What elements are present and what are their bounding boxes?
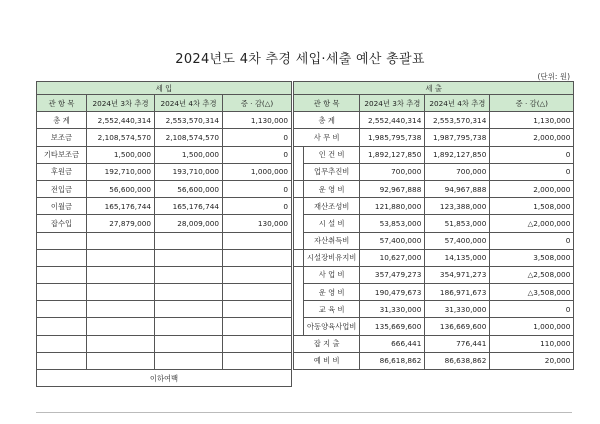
indent-cell (294, 198, 304, 250)
income-item-name: 기타보조금 (37, 146, 87, 163)
expenditure-amount-cell: 1,892,127,850 (425, 146, 490, 163)
expenditure-amount-cell: 1,987,795,738 (425, 129, 490, 146)
expenditure-item-name: 인 건 비 (304, 146, 360, 163)
indent-cell (294, 146, 304, 180)
expenditure-table-row (294, 163, 574, 180)
expenditure-amount-cell: 94,967,888 (425, 180, 490, 197)
expenditure-item-name: 운 영 비 (304, 284, 360, 301)
expenditure-table (293, 81, 574, 370)
income-section-title: 세 입 (37, 82, 292, 95)
expenditure-item-name: 재산조성비 (304, 198, 360, 215)
expenditure-amount-cell: 31,330,000 (425, 301, 490, 318)
expenditure-amount-cell: 1,508,000 (490, 198, 574, 215)
income-header-cell: 증 · 감(△) (223, 95, 292, 112)
income-item-name: 총 계 (37, 112, 87, 129)
income-header-cell: 관 항 목 (37, 95, 87, 112)
expenditure-item-name: 업무추진비 (304, 163, 360, 180)
income-amount-cell (155, 232, 223, 249)
income-amount-cell: 0 (223, 198, 292, 215)
income-table (36, 81, 292, 387)
expenditure-amount-cell: 110,000 (490, 335, 574, 352)
expenditure-amount-cell: 1,130,000 (490, 112, 574, 129)
income-item-name: 전입금 (37, 180, 87, 197)
expenditure-item-name: 교 육 비 (304, 301, 360, 318)
income-section-row (37, 82, 292, 95)
expenditure-table-row (294, 318, 574, 335)
page-title: 2024년도 4차 추경 세입·세출 예산 총괄표 (175, 52, 425, 67)
income-amount-cell: 165,176,744 (155, 198, 223, 215)
income-table-row (37, 198, 292, 215)
income-amount-cell: 0 (223, 146, 292, 163)
expenditure-header-cell: 관 항 목 (294, 95, 360, 112)
income-table-row (37, 352, 292, 369)
expenditure-amount-cell: 357,479,273 (360, 266, 425, 283)
expenditure-amount-cell: 1,000,000 (490, 318, 574, 335)
unit-label: (단위: 원) (537, 72, 570, 81)
expenditure-item-name: 사 무 비 (294, 129, 360, 146)
income-amount-cell: 1,500,000 (87, 146, 155, 163)
income-amount-cell (223, 318, 292, 335)
income-amount-cell (223, 352, 292, 369)
income-table-row (37, 266, 292, 283)
income-amount-cell (87, 301, 155, 318)
expenditure-item-name: 아동양육사업비 (304, 318, 360, 335)
income-amount-cell (223, 232, 292, 249)
income-table-row (37, 301, 292, 318)
income-header-cell: 2024년 3차 추경 (87, 95, 155, 112)
income-amount-cell (155, 284, 223, 301)
expenditure-amount-cell: 0 (490, 146, 574, 163)
expenditure-amount-cell: 666,441 (360, 335, 425, 352)
income-table-row (37, 129, 292, 146)
expenditure-table-row (294, 180, 574, 197)
expenditure-amount-cell: △2,508,000 (490, 266, 574, 283)
income-amount-cell (87, 318, 155, 335)
income-header-row (37, 95, 292, 112)
income-amount-cell: 2,552,440,314 (87, 112, 155, 129)
expenditure-amount-cell: △2,000,000 (490, 215, 574, 232)
income-amount-cell: 0 (223, 180, 292, 197)
expenditure-amount-cell: 354,971,273 (425, 266, 490, 283)
expenditure-amount-cell: 57,400,000 (360, 232, 425, 249)
income-item-name: 보조금 (37, 129, 87, 146)
income-table-row (37, 249, 292, 266)
income-item-name (37, 266, 87, 283)
income-amount-cell: 27,879,000 (87, 215, 155, 232)
expenditure-amount-cell: 1,892,127,850 (360, 146, 425, 163)
expenditure-table-row (294, 146, 574, 163)
income-amount-cell (223, 284, 292, 301)
indent-cell (294, 180, 304, 197)
income-amount-cell: 28,009,000 (155, 215, 223, 232)
expenditure-amount-cell: 51,853,000 (425, 215, 490, 232)
income-amount-cell (87, 284, 155, 301)
income-amount-cell (155, 335, 223, 352)
expenditure-table-row (294, 129, 574, 146)
empty-note: 이하여백 (37, 370, 292, 387)
expenditure-amount-cell: 123,388,000 (425, 198, 490, 215)
expenditure-header-cell: 증 · 감(△) (490, 95, 574, 112)
expenditure-item-name: 예 비 비 (294, 352, 360, 369)
income-amount-cell: 165,176,744 (87, 198, 155, 215)
expenditure-amount-cell: 0 (490, 232, 574, 249)
income-empty-note-row (37, 370, 292, 387)
income-amount-cell (223, 249, 292, 266)
income-item-name: 후원금 (37, 163, 87, 180)
income-amount-cell (155, 249, 223, 266)
expenditure-amount-cell: 1,985,795,738 (360, 129, 425, 146)
expenditure-header-row (294, 95, 574, 112)
income-item-name: 이월금 (37, 198, 87, 215)
expenditure-table-row (294, 249, 574, 266)
expenditure-table-row (294, 112, 574, 129)
expenditure-amount-cell: 2,000,000 (490, 180, 574, 197)
expenditure-amount-cell: 20,000 (490, 352, 574, 369)
income-table-row (37, 112, 292, 129)
income-table-row (37, 284, 292, 301)
expenditure-table-row (294, 301, 574, 318)
expenditure-amount-cell: 0 (490, 163, 574, 180)
expenditure-amount-cell: 86,638,862 (425, 352, 490, 369)
income-amount-cell: 56,600,000 (87, 180, 155, 197)
income-amount-cell: 2,108,574,570 (87, 129, 155, 146)
income-amount-cell: 193,710,000 (155, 163, 223, 180)
expenditure-item-name: 총 계 (294, 112, 360, 129)
income-amount-cell (87, 266, 155, 283)
income-amount-cell (87, 335, 155, 352)
expenditure-section-row (294, 82, 574, 95)
income-amount-cell: 1,000,000 (223, 163, 292, 180)
expenditure-item-name: 사 업 비 (304, 266, 360, 283)
income-item-name (37, 352, 87, 369)
expenditure-header-cell: 2024년 3차 추경 (360, 95, 425, 112)
expenditure-amount-cell: 700,000 (360, 163, 425, 180)
expenditure-amount-cell: 2,553,570,314 (425, 112, 490, 129)
income-amount-cell: 192,710,000 (87, 163, 155, 180)
expenditure-amount-cell: 136,669,600 (425, 318, 490, 335)
expenditure-amount-cell: 190,479,673 (360, 284, 425, 301)
income-amount-cell (155, 318, 223, 335)
expenditure-amount-cell: 3,508,000 (490, 249, 574, 266)
income-table-row (37, 163, 292, 180)
expenditure-amount-cell: 53,853,000 (360, 215, 425, 232)
expenditure-header-cell: 2024년 4차 추경 (425, 95, 490, 112)
income-amount-cell: 130,000 (223, 215, 292, 232)
income-amount-cell (155, 301, 223, 318)
expenditure-amount-cell: 700,000 (425, 163, 490, 180)
expenditure-table-row (294, 266, 574, 283)
income-item-name: 잡수입 (37, 215, 87, 232)
income-item-name (37, 318, 87, 335)
expenditure-amount-cell: 0 (490, 301, 574, 318)
expenditure-table-row (294, 352, 574, 369)
expenditure-amount-cell: 14,135,000 (425, 249, 490, 266)
income-amount-cell: 2,553,570,314 (155, 112, 223, 129)
income-table-row (37, 215, 292, 232)
income-header-cell: 2024년 4차 추경 (155, 95, 223, 112)
expenditure-amount-cell: 57,400,000 (425, 232, 490, 249)
expenditure-amount-cell: 776,441 (425, 335, 490, 352)
income-table-row (37, 146, 292, 163)
expenditure-amount-cell: △3,508,000 (490, 284, 574, 301)
expenditure-amount-cell: 10,627,000 (360, 249, 425, 266)
income-amount-cell (223, 266, 292, 283)
income-amount-cell (223, 301, 292, 318)
income-amount-cell (87, 232, 155, 249)
expenditure-amount-cell: 186,971,673 (425, 284, 490, 301)
expenditure-amount-cell: 2,000,000 (490, 129, 574, 146)
income-amount-cell (155, 266, 223, 283)
income-table-row (37, 180, 292, 197)
expenditure-item-name: 잡 지 출 (294, 335, 360, 352)
income-item-name (37, 335, 87, 352)
income-table-row (37, 232, 292, 249)
income-table-row (37, 335, 292, 352)
income-amount-cell (87, 352, 155, 369)
expenditure-table-row (294, 198, 574, 215)
income-amount-cell: 1,500,000 (155, 146, 223, 163)
expenditure-item-name: 시설장비유지비 (304, 249, 360, 266)
income-amount-cell: 56,600,000 (155, 180, 223, 197)
income-amount-cell: 0 (223, 129, 292, 146)
income-amount-cell: 1,130,000 (223, 112, 292, 129)
page-bottom-rule (36, 412, 572, 413)
income-item-name (37, 249, 87, 266)
expenditure-item-name: 시 설 비 (304, 215, 360, 232)
income-item-name (37, 301, 87, 318)
income-amount-cell (155, 352, 223, 369)
income-table-row (37, 318, 292, 335)
income-amount-cell (87, 249, 155, 266)
expenditure-table-row (294, 335, 574, 352)
indent-cell (294, 266, 304, 335)
expenditure-table-row (294, 215, 574, 232)
expenditure-table-row (294, 232, 574, 249)
expenditure-item-name: 자산취득비 (304, 232, 360, 249)
expenditure-amount-cell: 31,330,000 (360, 301, 425, 318)
expenditure-amount-cell: 86,618,862 (360, 352, 425, 369)
indent-cell (294, 249, 304, 266)
income-item-name (37, 284, 87, 301)
expenditure-section-title: 세 출 (294, 82, 574, 95)
expenditure-amount-cell: 92,967,888 (360, 180, 425, 197)
income-item-name (37, 232, 87, 249)
expenditure-amount-cell: 135,669,600 (360, 318, 425, 335)
expenditure-amount-cell: 121,880,000 (360, 198, 425, 215)
income-amount-cell (223, 335, 292, 352)
expenditure-amount-cell: 2,552,440,314 (360, 112, 425, 129)
income-amount-cell: 2,108,574,570 (155, 129, 223, 146)
expenditure-table-row (294, 284, 574, 301)
expenditure-item-name: 운 영 비 (304, 180, 360, 197)
